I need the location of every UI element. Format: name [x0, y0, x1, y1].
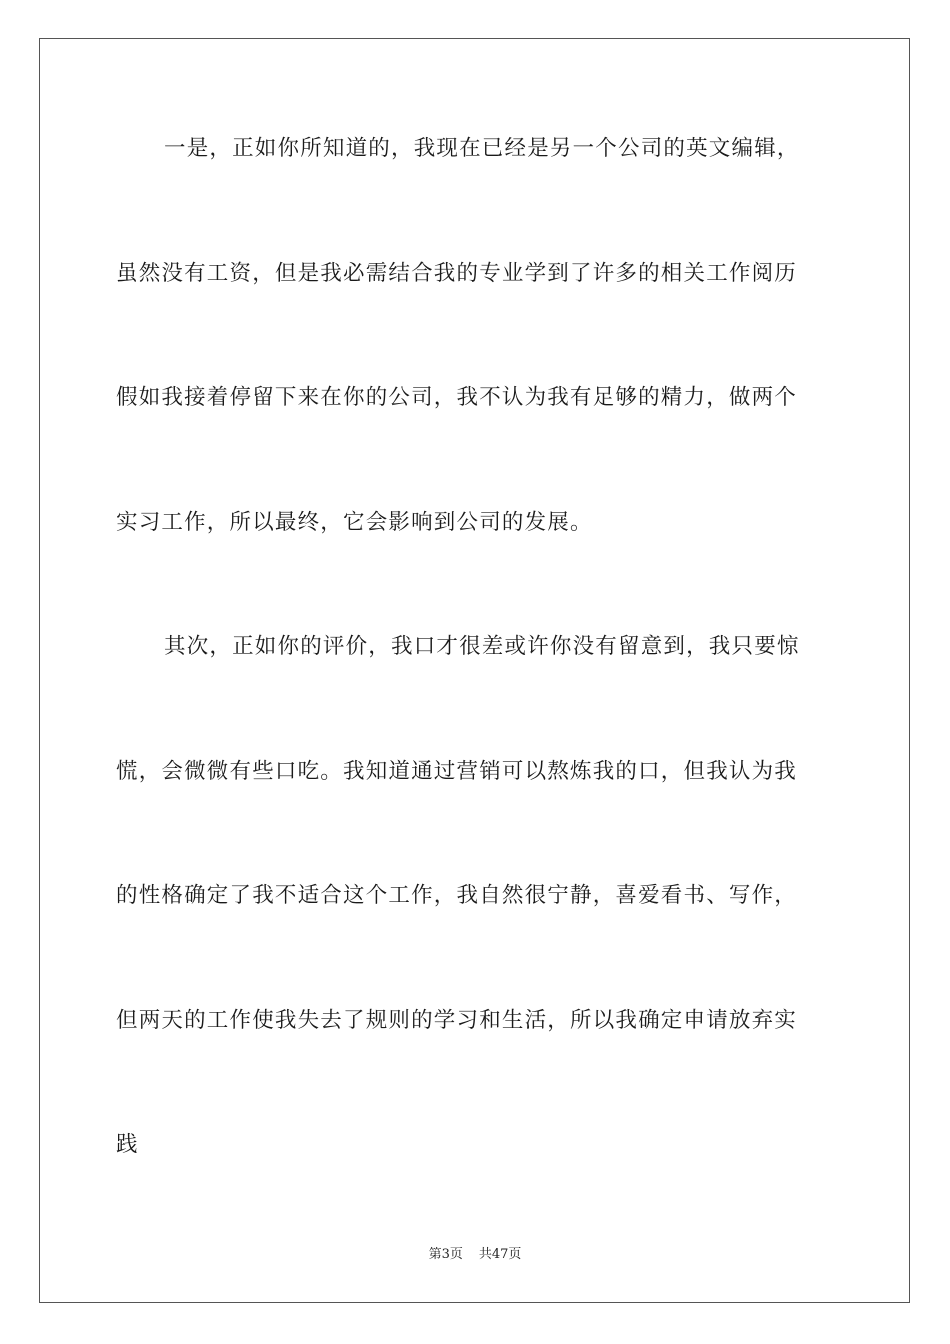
- page-border: [39, 38, 910, 1303]
- paragraph-1-line-3: 假如我接着停留下来在你的公司，我不认为我有足够的精力，做两个: [116, 385, 798, 410]
- paragraph-1-line-2: 虽然没有工资，但是我必需结合我的专业学到了许多的相关工作阅历: [116, 261, 798, 286]
- page-number: 第3页: [428, 1247, 463, 1262]
- page-footer: [0, 1246, 950, 1264]
- paragraph-2-line-2: 慌，会微微有些口吃。我知道通过营销可以熬炼我的口，但我认为我: [116, 759, 798, 784]
- paragraph-1-line-1: 一是，正如你所知道的，我现在已经是另一个公司的英文编辑，: [164, 136, 800, 161]
- paragraph-2-line-1: 其次，正如你的评价，我口才很差或许你没有留意到，我只要惊: [164, 634, 800, 659]
- paragraph-2-line-4: 但两天的工作使我失去了规则的学习和生活，所以我确定申请放弃实: [116, 1008, 798, 1033]
- paragraph-1-line-4: 实习工作，所以最终，它会影响到公司的发展。: [116, 510, 593, 535]
- paragraph-2-line-3: 的性格确定了我不适合这个工作，我自然很宁静，喜爱看书、写作，: [116, 883, 798, 908]
- page-total: 共47页: [478, 1247, 522, 1262]
- paragraph-2-line-5: 践: [116, 1132, 139, 1157]
